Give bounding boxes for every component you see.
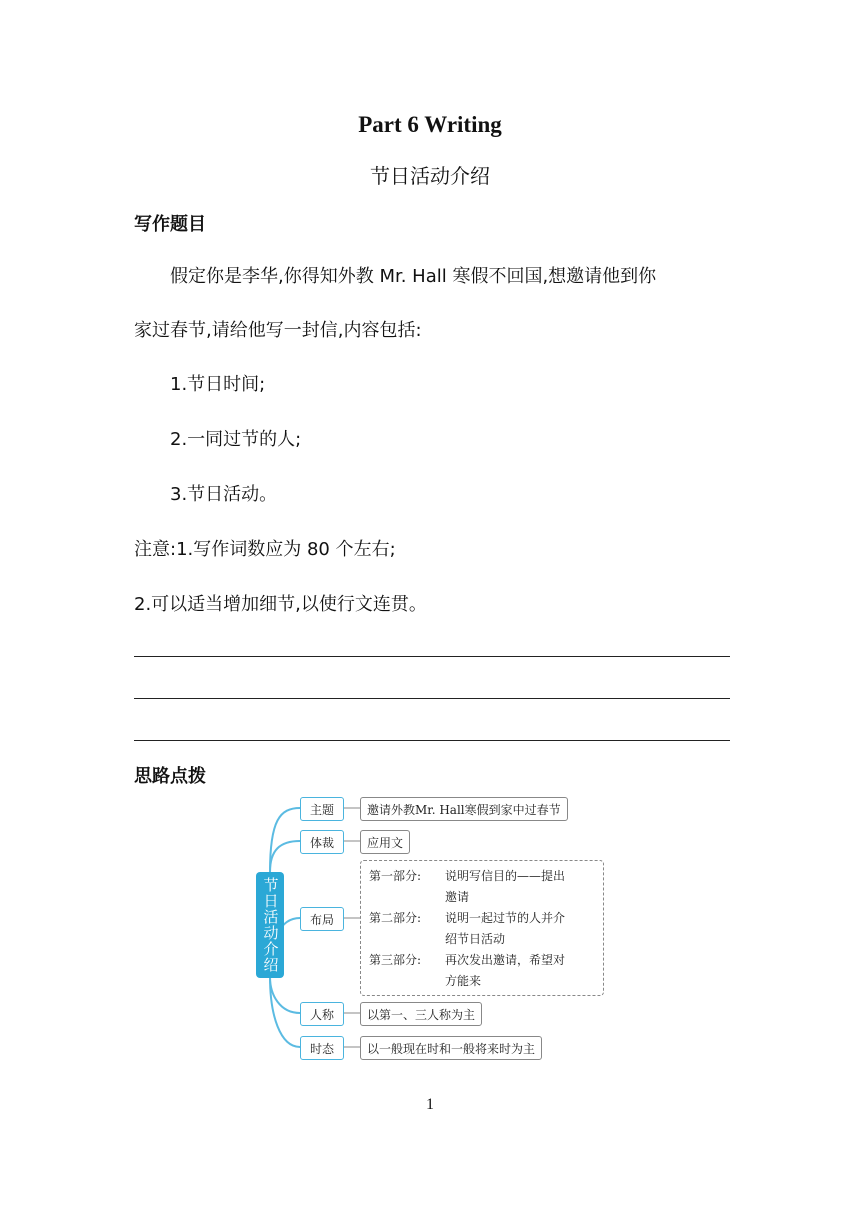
mindmap-node-layout: 布局 (300, 907, 344, 931)
layout-part2-text1: 说明一起过节的人并介 (445, 911, 566, 925)
mindmap-leaf-theme: 邀请外教Mr. Hall寒假到家中过春节 (360, 797, 568, 821)
layout-part2-text2: 绍节日活动 (445, 932, 506, 946)
task-item-1: 1.节日时间; (170, 374, 266, 395)
answer-line-3[interactable] (134, 740, 730, 741)
mindmap-root: 节日活动介绍 (256, 872, 284, 978)
layout-part1-label: 第一部分: (369, 869, 422, 883)
layout-part3-label: 第三部分: (369, 953, 422, 967)
layout-part1-text1: 说明写信目的——提出 (445, 869, 566, 883)
page-subtitle: 节日活动介绍 (370, 164, 490, 188)
layout-part1-text2: 邀请 (445, 890, 470, 904)
task-heading: 写作题目 (134, 214, 206, 235)
note-line-1: 注意:1.写作词数应为 80 个左右; (134, 539, 396, 560)
mindmap-node-tense: 时态 (300, 1036, 344, 1060)
layout-part3-text1: 再次发出邀请，希望对 (445, 953, 566, 967)
mindmap-leaf-genre: 应用文 (360, 830, 410, 854)
mindmap-node-person: 人称 (300, 1002, 344, 1026)
answer-line-2[interactable] (134, 698, 730, 699)
mindmap-node-theme: 主题 (300, 797, 344, 821)
mindmap-leaf-person: 以第一、三人称为主 (360, 1002, 482, 1026)
mindmap-node-genre: 体裁 (300, 830, 344, 854)
mindmap-leaf-layout (360, 860, 604, 996)
task-item-3: 3.节日活动。 (170, 484, 278, 505)
answer-line-1[interactable] (134, 656, 730, 657)
page-title: Part 6 Writing (358, 112, 502, 137)
task-text-line-1: 假定你是李华,你得知外教 Mr. Hall 寒假不回国,想邀请他到你 (170, 266, 657, 287)
page-number: 1 (426, 1096, 434, 1113)
layout-part3-text2: 方能来 (445, 974, 482, 988)
mindmap-leaf-tense: 以一般现在时和一般将来时为主 (360, 1036, 542, 1060)
note-line-2: 2.可以适当增加细节,以使行文连贯。 (134, 594, 427, 615)
hint-heading: 思路点拨 (134, 766, 206, 787)
task-item-2: 2.一同过节的人; (170, 429, 302, 450)
task-text-line-2: 家过春节,请给他写一封信,内容包括: (134, 320, 422, 341)
layout-part2-label: 第二部分: (369, 911, 422, 925)
